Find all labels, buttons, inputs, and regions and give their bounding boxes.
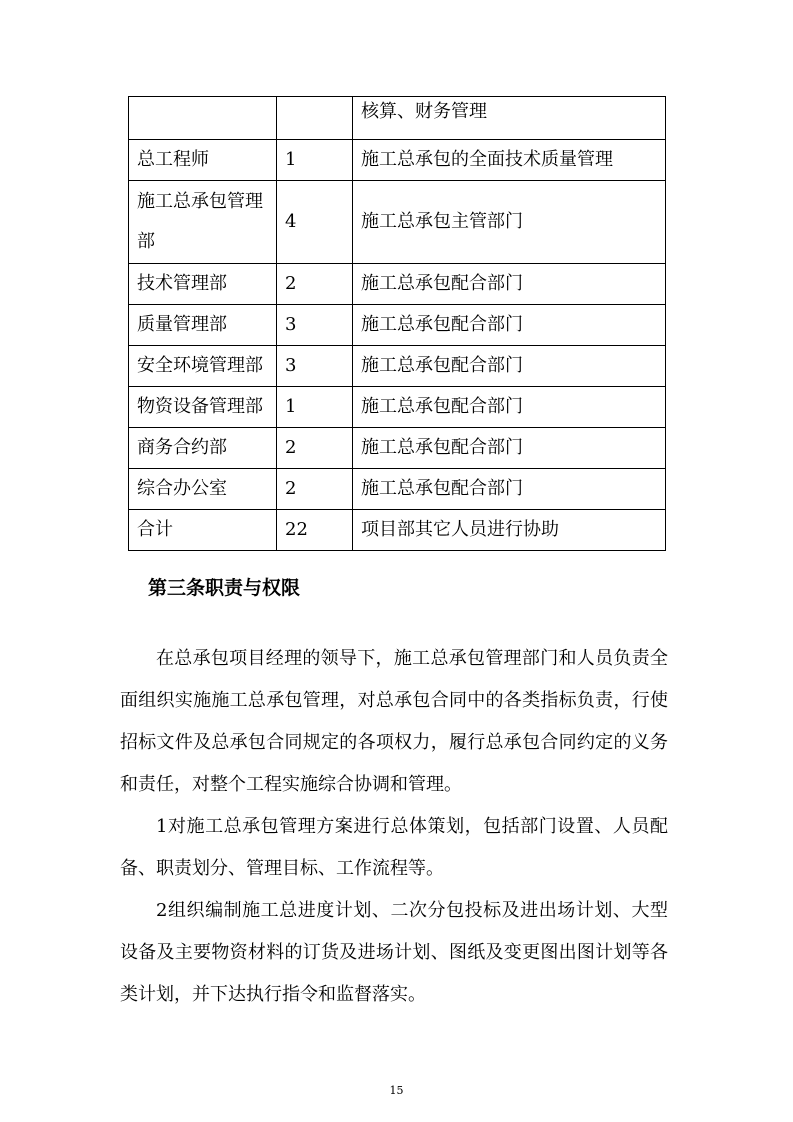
table-row [129,97,666,140]
count-cell: 2 [277,264,353,305]
section-heading: 第三条职责与权限 [148,577,301,599]
count-cell: 1 [277,140,353,181]
table-row [129,305,666,346]
dept-cell: 施工总承包管理部 [129,181,277,264]
table-row [129,181,666,264]
count-cell: 1 [277,387,353,428]
dept-cell: 安全环境管理部 [129,346,277,387]
dept-cell: 总工程师 [129,140,277,181]
count-cell: 22 [277,510,353,551]
dept-cell [129,97,277,140]
table-row [129,387,666,428]
body-paragraph: 1对施工总承包管理方案进行总体策划，包括部门设置、人员配备、职责划分、管理目标、工作流程等。 [120,816,668,879]
table-row [129,428,666,469]
dept-cell: 物资设备管理部 [129,387,277,428]
dept-cell: 质量管理部 [129,305,277,346]
dept-cell: 商务合约部 [129,428,277,469]
role-cell: 施工总承包配合部门 [353,469,666,510]
dept-cell: 综合办公室 [129,469,277,510]
count-cell: 3 [277,305,353,346]
role-cell: 核算、财务管理 [353,97,666,140]
page-number: 15 [389,1084,404,1097]
table-row [129,140,666,181]
table-row [129,510,666,551]
role-cell: 施工总承包配合部门 [353,428,666,469]
role-cell: 施工总承包配合部门 [353,387,666,428]
count-cell: 2 [277,428,353,469]
body-paragraph: 2组织编制施工总进度计划、二次分包投标及进出场计划、大型设备及主要物资材料的订货及进场计划、图纸及变更图出图计划等各类计划，并下达执行指令和监督落实。 [120,900,668,1005]
count-cell: 4 [277,181,353,264]
table-row [129,346,666,387]
count-cell: 2 [277,469,353,510]
role-cell: 施工总承包配合部门 [353,264,666,305]
role-cell: 施工总承包主管部门 [353,181,666,264]
role-cell: 施工总承包配合部门 [353,305,666,346]
dept-cell: 合计 [129,510,277,551]
count-cell [277,97,353,140]
staffing-table [128,96,666,551]
table-row [129,469,666,510]
role-cell: 施工总承包配合部门 [353,346,666,387]
role-cell: 项目部其它人员进行协助 [353,510,666,551]
dept-cell: 技术管理部 [129,264,277,305]
table-row [129,264,666,305]
body-paragraph: 在总承包项目经理的领导下，施工总承包管理部门和人员负责全面组织实施施工总承包管理，对总承包合同中的各类指标负责，行使招标文件及总承包合同规定的各项权力，履行总承包合同约定的义务和责任，对整个工程实施综合协调和管理。 [120,648,668,795]
role-cell: 施工总承包的全面技术质量管理 [353,140,666,181]
count-cell: 3 [277,346,353,387]
